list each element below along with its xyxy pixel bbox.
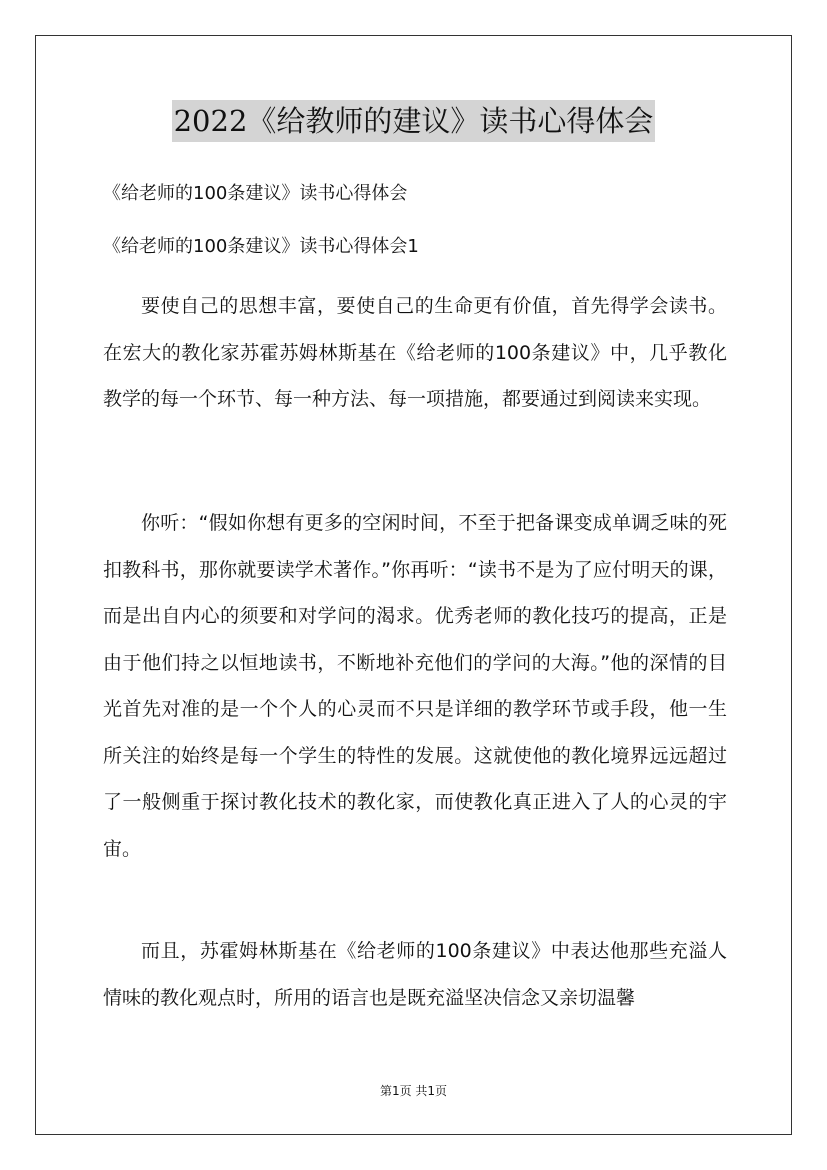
page-footer: 第1页 共1页 [379, 1084, 448, 1098]
subtitle-line-2: 《给老师的100条建议》读书心得体会1 [103, 236, 419, 257]
document-title: 2022《给教师的建议》读书心得体会 [172, 100, 656, 142]
body-paragraph-1: 要使自己的思想丰富，要使自己的生命更有价值，首先得学会读书。在宏大的教化家苏霍苏姆林斯基在《给老师的100条建议》中，几乎教化教学的每一个环节、每一种方法、每一项措施，都要通过到阅读来实现。 [103, 295, 727, 410]
title-wrapper [0, 100, 827, 142]
subtitle-line-1: 《给老师的100条建议》读书心得体会 [103, 183, 408, 204]
body-paragraph-2: 你听：“假如你想有更多的空闲时间，不至于把备课变成单调乏味的死扣教科书，那你就要读学术著作。”你再听：“读书不是为了应付明天的课，而是出自内心的须要和对学问的渴求。优秀老师的教化技巧的提高，正是由于他们持之以恒地读书，不断地补充他们的学问的大海。”他的深情的目光首先对准的是一个个人的心灵而不只是详细的教学环节或手段，他一生所关注的始终是每一个学生的特性的发展。这就使他的教化境界远远超过了一般侧重于探讨教化技术的教化家，而使教化真正进入了人的心灵的宇宙。 [103, 512, 727, 860]
body-paragraph-3: 而且，苏霍姆林斯基在《给老师的100条建议》中表达他那些充溢人情味的教化观点时，所用的语言也是既充溢坚决信念又亲切温馨 [103, 940, 727, 1009]
